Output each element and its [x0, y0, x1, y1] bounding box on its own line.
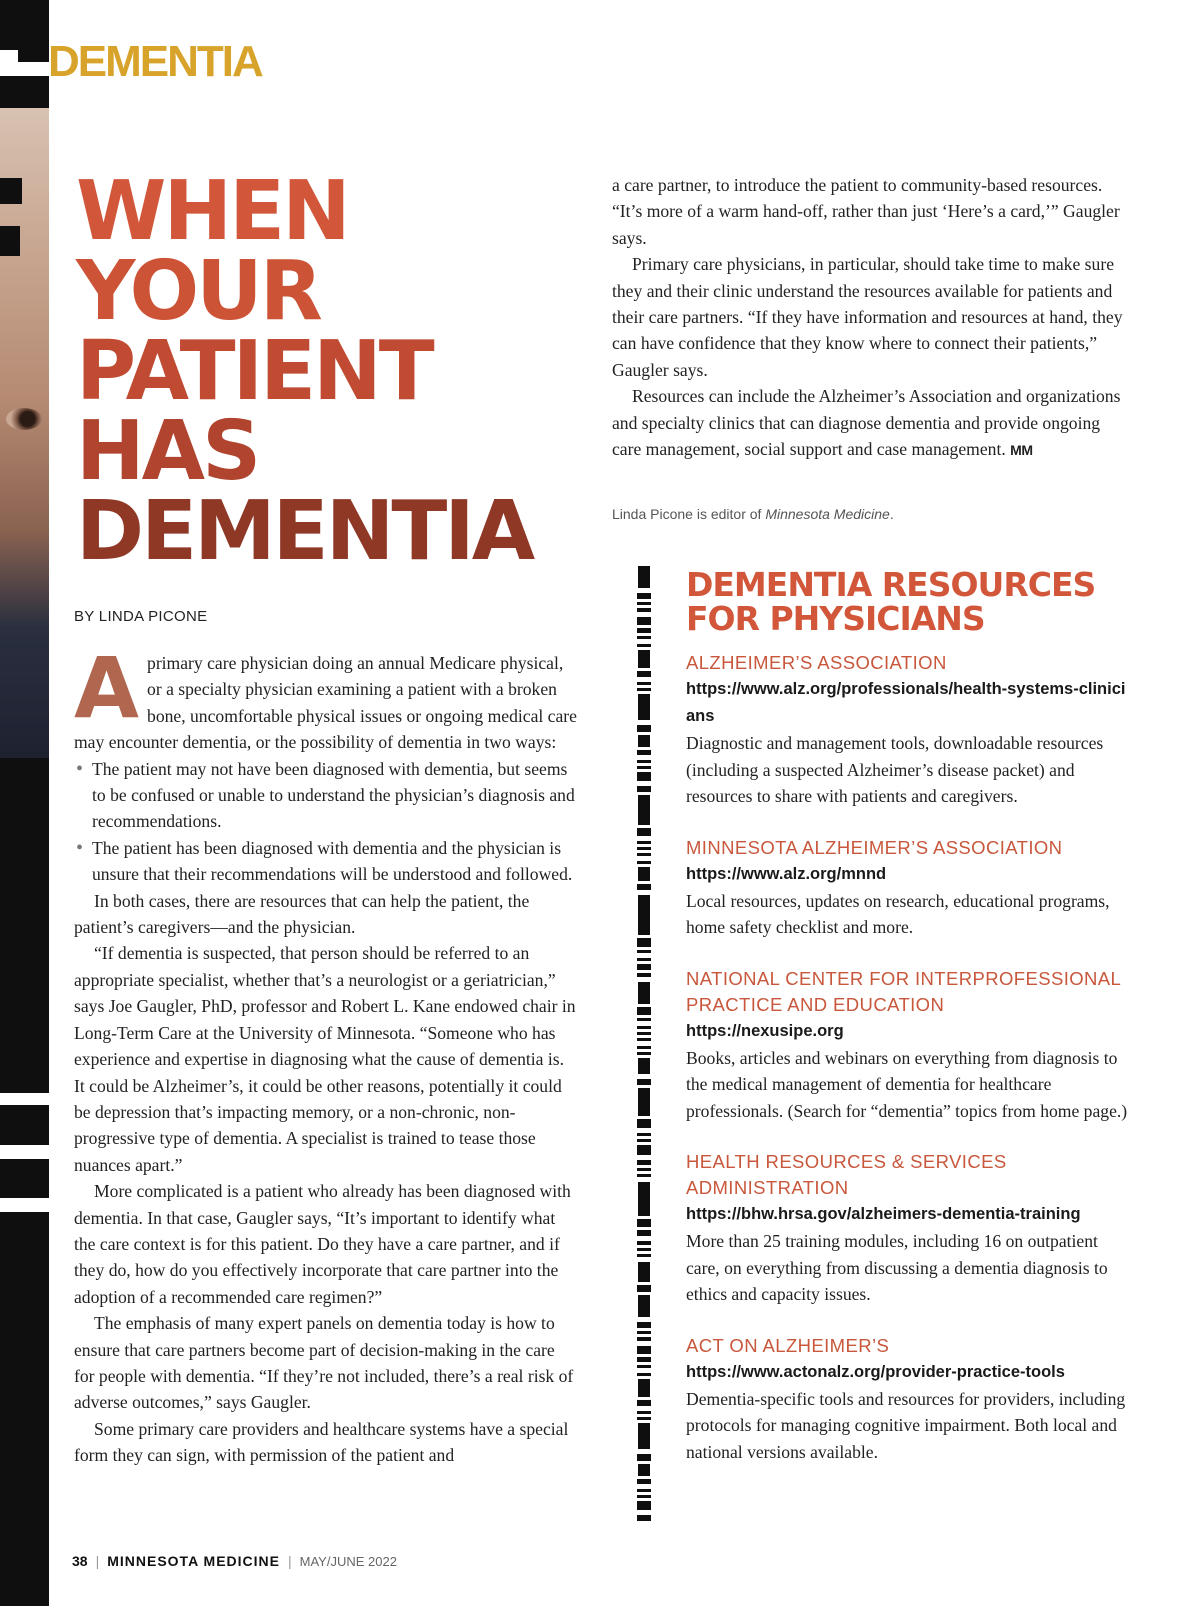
resource-item: [686, 835, 1132, 941]
barcode-bar: [638, 867, 650, 881]
barcode-bar: [637, 1479, 651, 1484]
body-paragraph: The emphasis of many expert panels on dementia today is how to ensure that care partners become part of decision-making in the care for people with dementia. “If they’re not included, there’s a real risk of adverse outcomes,” says Gaugler.: [74, 1313, 574, 1413]
barcode-bar: [637, 1160, 651, 1165]
barcode-bar: [637, 1365, 651, 1368]
barcode-bar: [638, 1262, 650, 1282]
barcode-bar: [637, 1032, 651, 1035]
author-bio: [612, 506, 894, 522]
barcode-bar: [637, 644, 651, 647]
barcode-bar: [637, 938, 651, 947]
left-photo-strip: [0, 0, 49, 1606]
resource-link[interactable]: https://www.alz.org/professionals/health-systems-clinicians: [686, 680, 1126, 725]
barcode-bar: [637, 1230, 651, 1236]
resource-description: Books, articles and webinars on everything from diagnosis to the medical management of dementia for healthcare professionals. (Search for “dementia” topics from home page.): [686, 1047, 1128, 1121]
barcode-bar: [637, 786, 651, 792]
barcode-bar: [637, 847, 651, 850]
barcode-bar: [638, 566, 650, 588]
barcode-bar: [637, 682, 651, 685]
bio-text: Linda Picone is editor of: [612, 506, 766, 522]
barcode-bar: [637, 1454, 651, 1461]
body-paragraph: Some primary care providers and healthcare systems have a special form they can sign, with permission of the patient and: [74, 1418, 569, 1466]
pixel-block: [0, 178, 22, 204]
barcode-bar: [637, 1400, 651, 1406]
barcode-bar: [637, 1322, 651, 1328]
barcode-bar: [637, 1038, 651, 1041]
drop-cap: A: [74, 639, 140, 737]
barcode-bar: [637, 1007, 651, 1015]
resources-sidebar: [686, 565, 1132, 1490]
portrait-photo: [0, 108, 49, 758]
barcode-bar: [637, 1417, 651, 1420]
barcode-bar: [638, 795, 650, 825]
barcode-bar: [637, 1174, 651, 1177]
barcode-bar: [637, 1079, 651, 1085]
barcode-bar: [637, 628, 651, 633]
barcode-bar: [637, 1133, 651, 1136]
resource-name: MINNESOTA ALZHEIMER’S ASSOCIATION: [686, 836, 1063, 858]
body-paragraph: “If dementia is suspected, that person should be referred to an appropriate specialist, whether that’s a neurologist or a geriatrician,” says Joe Gaugler, PhD, professor and Robert L. Kane endowed chair in Long-Term Care at the University of Minnesota. “Someone who has experience and expertise in diagnosing what the cause of dementia is. It could be Alzheimer’s, it could be other reasons, potentially it could be depression that’s impacting memory, or a non-chronic, non-progressive type of dementia. A specialist is trained to tease those nuances apart.”: [74, 943, 576, 1175]
barcode-bar: [637, 1489, 651, 1492]
barcode-bar: [637, 828, 651, 836]
headline-line: YOUR: [76, 244, 320, 339]
barcode-bar: [638, 1379, 650, 1397]
barcode-bar: [637, 608, 651, 612]
barcode-bar: [637, 725, 651, 732]
pixel-block: [18, 50, 49, 62]
barcode-bar: [637, 1046, 651, 1049]
barcode-bar: [637, 688, 651, 691]
bullet-list: [74, 756, 578, 888]
barcode-bar: [637, 593, 651, 599]
resource-description: Diagnostic and management tools, downloadable resources (including a suspected Alzheimer’s disease packet) and resources to share with patients and caregivers.: [686, 733, 1104, 806]
bullet-item: • The patient has been diagnosed with dementia and the physician is unsure that their recommendations will be understood and followed.: [74, 835, 578, 888]
pixel-block: [0, 1198, 49, 1212]
barcode-bar: [637, 1219, 651, 1227]
barcode-bar: [637, 861, 651, 864]
footer-divider: |: [95, 1553, 100, 1569]
body-paragraph: [612, 383, 1132, 463]
barcode-bar: [637, 760, 651, 763]
continuation-paragraph: a care partner, to introduce the patient to community-based resources. “It’s more of a warm hand-off, rather than just ‘Here’s a card,’” Gaugler says.: [612, 175, 1120, 248]
issue-date: MAY/JUNE 2022: [299, 1553, 397, 1569]
byline: BY LINDA PICONE: [74, 608, 208, 625]
barcode-bar: [637, 636, 651, 639]
intro-text: primary care physician doing an annual Medicare physical, or a specialty physician examining a patient with a broken bone, uncomfortable physical issues or ongoing medical care may encounter dementia, or the possibility of dementia in two ways:: [74, 653, 577, 753]
barcode-bar: [637, 1337, 651, 1341]
barcode-bar: [637, 1495, 651, 1498]
barcode-bar: [638, 1464, 650, 1476]
barcode-bar: [637, 1346, 651, 1354]
resource-link[interactable]: https://www.actonalz.org/provider-practice-tools: [686, 1362, 1065, 1381]
resource-link[interactable]: https://bhw.hrsa.gov/alzheimers-dementia-training: [686, 1205, 1081, 1223]
headline: [76, 164, 533, 579]
resource-item: [686, 650, 1132, 810]
barcode-bar: [637, 772, 651, 781]
barcode-bar: [637, 1285, 651, 1292]
end-mark: MM: [1010, 442, 1033, 459]
barcode-bar: [637, 964, 651, 970]
barcode-bar: [638, 1295, 650, 1317]
barcode-bar: [637, 1026, 651, 1029]
headline-line: PATIENT: [76, 324, 432, 419]
resource-description: Dementia-specific tools and resources for providers, including protocols for managing cognitive impairment. Both local and national versions available.: [686, 1388, 1126, 1462]
barcode-bar: [638, 1182, 650, 1216]
barcode-bar: [638, 694, 650, 720]
resource-link[interactable]: https://www.alz.org/mnnd: [686, 864, 887, 883]
barcode-bar: [637, 841, 651, 844]
barcode-bar: [637, 1052, 651, 1055]
headline-line: HAS: [76, 404, 259, 499]
barcode-bar: [637, 1119, 651, 1128]
barcode-bar: [637, 1018, 651, 1021]
barcode-bar: [638, 1423, 650, 1449]
body-paragraph: In both cases, there are resources that can help the patient, the patient’s caregivers—and the physician.: [74, 890, 530, 938]
barcode-bar: [637, 1145, 651, 1155]
resource-description: Local resources, updates on research, educational programs, home safety checklist and more.: [686, 890, 1110, 937]
barcode-bar: [638, 982, 650, 1004]
barcode-bar: [637, 973, 651, 977]
barcode-bar: [637, 1515, 651, 1521]
bullet-item: • The patient may not have been diagnosed with dementia, but seems to be confused or unable to understand the physician’s diagnosis and recommendations.: [74, 756, 578, 835]
barcode-bar: [637, 1139, 651, 1142]
barcode-bar: [637, 1254, 651, 1257]
resource-item: [686, 1333, 1132, 1466]
pixel-block: [0, 226, 20, 256]
barcode-bar: [638, 735, 650, 747]
barcode-bar: [637, 1168, 651, 1171]
barcode-bar: [637, 1501, 651, 1510]
publication-name: MINNESOTA MEDICINE: [107, 1553, 280, 1569]
bio-suffix: .: [889, 506, 894, 522]
barcode-bar: [638, 1088, 650, 1116]
barcode-bar: [637, 1411, 651, 1414]
barcode-bar: [637, 602, 651, 605]
resource-name: HEALTH RESOURCES & SERVICES ADMINISTRATION: [686, 1151, 1007, 1198]
pixel-block: [0, 1145, 49, 1159]
resource-description: More than 25 training modules, including 16 on outpatient care, on everything from discussing a dementia diagnosis to ethics and capacity issues.: [686, 1231, 1108, 1304]
article-body-left: [74, 639, 578, 1469]
barcode-bar: [637, 1373, 651, 1376]
barcode-divider: [636, 566, 652, 1524]
barcode-bar: [637, 1248, 651, 1251]
barcode-bar: [638, 1058, 650, 1074]
page-number: 38: [72, 1553, 88, 1569]
sidebar-title: DEMENTIA RESOURCES FOR PHYSICIANS: [686, 565, 1096, 638]
resource-item: [686, 966, 1132, 1125]
resource-link[interactable]: https://nexusipe.org: [686, 1021, 844, 1040]
body-paragraph: Primary care physicians, in particular, should take time to make sure they and their clinic understand the resources available for patients and their care partners. “If they have information and resources at hand, they can have confidence that they know where to connect their patients,” Gaugler says.: [612, 254, 1123, 380]
barcode-bar: [637, 1357, 651, 1362]
resource-name: NATIONAL CENTER FOR INTERPROFESSIONAL PRACTICE AND EDUCATION: [686, 967, 1121, 1015]
page-footer: [72, 1553, 397, 1569]
barcode-bar: [638, 650, 650, 668]
barcode-bar: [637, 1331, 651, 1334]
barcode-bar: [637, 950, 651, 953]
headline-line: DEMENTIA: [76, 484, 533, 579]
intro-paragraph: [74, 639, 578, 756]
barcode-bar: [638, 895, 650, 935]
photo-eye: [6, 408, 42, 430]
article-body-right: [612, 172, 1132, 463]
barcode-bar: [637, 1241, 651, 1245]
resource-name: ALZHEIMER’S ASSOCIATION: [686, 652, 947, 673]
resource-name: ACT ON ALZHEIMER’S: [686, 1334, 890, 1356]
body-paragraph-text: Resources can include the Alzheimer’s Association and organizations and specialty clinics that can diagnose dementia and provide ongoing care management, social support and case management.: [612, 386, 1121, 460]
barcode-bar: [637, 671, 651, 677]
bio-publication: Minnesota Medicine: [765, 506, 890, 522]
barcode-bar: [637, 766, 651, 769]
resource-item: [686, 1149, 1132, 1308]
barcode-bar: [637, 884, 651, 890]
body-paragraph: More complicated is a patient who already has been diagnosed with dementia. In that case, Gaugler says, “It’s important to identify what the care context is for this patient. Do they have a care partner, and if they do, how do you effectively incorporate that care partner into the adoption of a recommended care regimen?”: [74, 1181, 571, 1307]
footer-divider: |: [288, 1553, 292, 1569]
barcode-bar: [637, 750, 651, 755]
barcode-bar: [637, 853, 651, 856]
pixel-block: [0, 1093, 49, 1105]
barcode-bar: [637, 958, 651, 961]
headline-line: WHEN: [76, 164, 348, 259]
section-label: DEMENTIA: [48, 37, 262, 86]
barcode-bar: [637, 617, 651, 625]
